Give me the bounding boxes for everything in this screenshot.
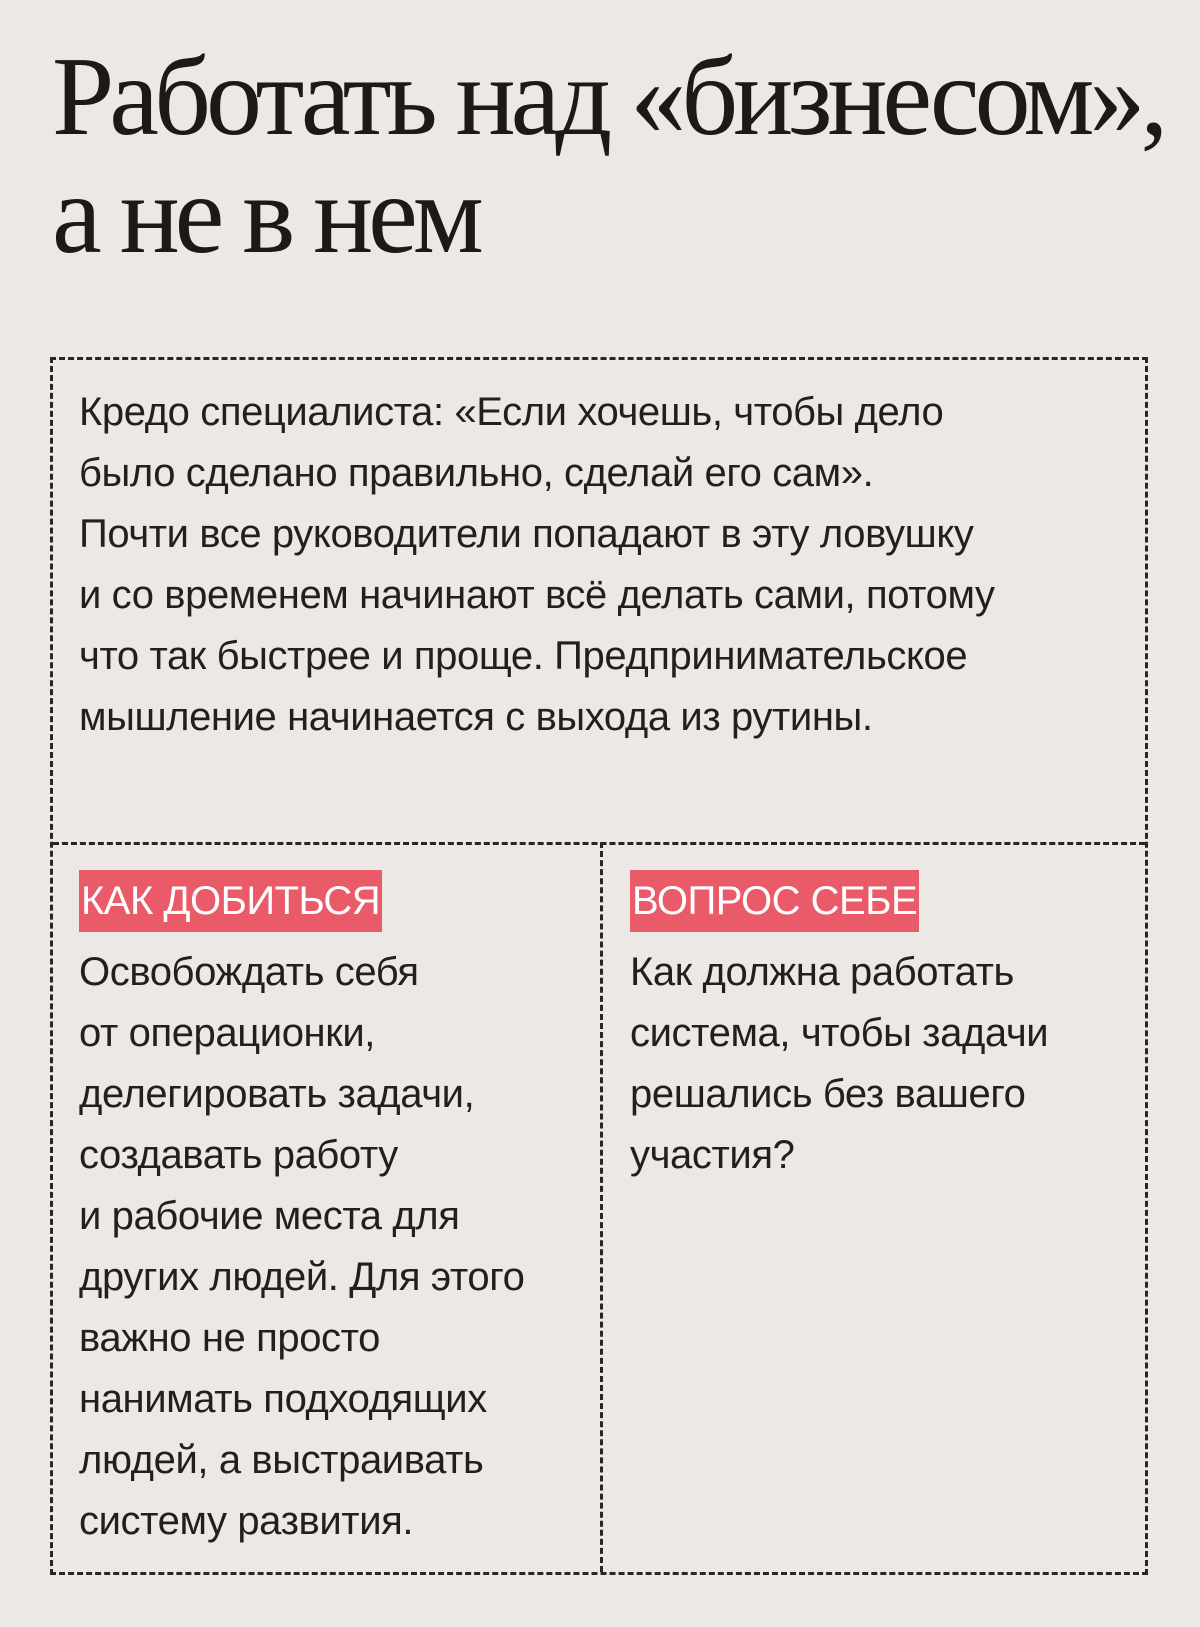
vertical-divider xyxy=(600,842,603,1572)
question-text xyxy=(630,942,1130,1186)
how-to-text xyxy=(79,942,589,1552)
intro-line: было сделано правильно, сделай его сам». xyxy=(79,451,874,495)
how-to-line: и рабочие места для xyxy=(79,1194,460,1238)
intro-line: Почти все руководители попадают в эту ловушку xyxy=(79,512,974,556)
intro-text xyxy=(79,382,1129,748)
question-label: ВОПРОС СЕБЕ xyxy=(630,870,919,932)
intro-line: мышление начинается с выхода из рутины. xyxy=(79,695,873,739)
title-line-1: Работать над «бизнесом», xyxy=(52,35,1164,159)
horizontal-divider xyxy=(53,842,1145,845)
question-line: участия? xyxy=(630,1133,795,1177)
how-to-label: КАК ДОБИТЬСЯ xyxy=(79,870,382,932)
how-to-line: делегировать задачи, xyxy=(79,1072,475,1116)
how-to-line: нанимать подходящих xyxy=(79,1377,487,1421)
question-line: система, чтобы задачи xyxy=(630,1011,1049,1055)
title-line-2: а не в нем xyxy=(52,153,479,277)
how-to-line: Освобождать себя xyxy=(79,950,419,994)
page-title xyxy=(52,35,1164,277)
how-to-line: людей, а выстраивать xyxy=(79,1438,484,1482)
how-to-line: систему развития. xyxy=(79,1499,414,1543)
question-line: Как должна работать xyxy=(630,950,1014,994)
how-to-line: важно не просто xyxy=(79,1316,380,1360)
question-column xyxy=(630,870,1130,1186)
intro-line: Кредо специалиста: «Если хочешь, чтобы дело xyxy=(79,390,944,434)
question-line: решались без вашего xyxy=(630,1072,1026,1116)
how-to-line: от операционки, xyxy=(79,1011,375,1055)
how-to-line: других людей. Для этого xyxy=(79,1255,525,1299)
content-card xyxy=(50,357,1148,1575)
intro-line: что так быстрее и проще. Предпринимательское xyxy=(79,634,968,678)
how-to-line: создавать работу xyxy=(79,1133,398,1177)
how-to-column xyxy=(79,870,589,1552)
intro-line: и со временем начинают всё делать сами, потому xyxy=(79,573,995,617)
